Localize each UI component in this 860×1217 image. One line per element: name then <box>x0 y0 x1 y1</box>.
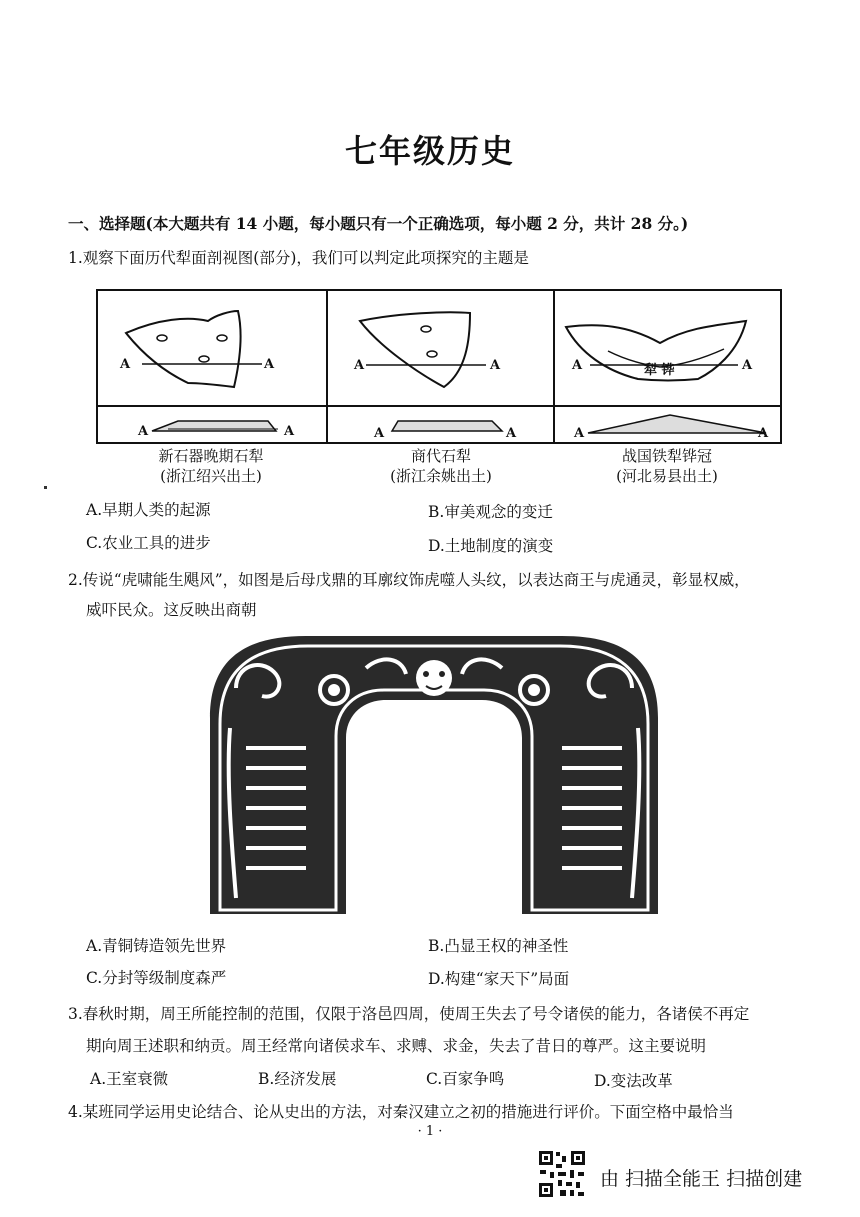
q2-option-c: C.分封等级制度森严 <box>86 969 227 987</box>
question-1-stem: 1.观察下面历代犁面剖视图(部分)，我们可以判定此项探究的主题是 <box>68 249 529 267</box>
question-2-stem-line2: 威吓民众。这反映出商朝 <box>86 601 257 619</box>
scanner-watermark <box>538 1150 848 1200</box>
section-label-a: A <box>264 357 275 372</box>
question-2-stem-line1: 2.传说“虎啸能生飓风”，如图是后母戊鼎的耳廓纹饰虎噬人头纹，以表达商王与虎通灵，彰显权威， <box>68 571 750 589</box>
q2-option-b: B.凸显王权的神圣性 <box>428 937 569 955</box>
tiger-ornament-image <box>206 628 662 918</box>
scan-speck <box>44 486 47 489</box>
q1-option-a: A.早期人类的起源 <box>86 501 211 519</box>
q3-option-a: A.王室衰微 <box>90 1070 169 1088</box>
question-4-stem-line1: 4.某班同学运用史论结合、论从史出的方法，对秦汉建立之初的措施进行评价。下面空格中最恰当 <box>68 1103 734 1121</box>
section-label-a: A <box>742 358 753 373</box>
q1-option-d: D.土地制度的演变 <box>428 537 554 555</box>
section-label-a: A <box>120 357 131 372</box>
caption-warring-states: 战国铁犁铧冠 (河北易县出土) <box>616 447 718 485</box>
caption-neolithic: 新石器晚期石犁 (浙江绍兴出土) <box>158 447 264 485</box>
section-label-a: A <box>354 358 365 373</box>
page-title: 七年级历史 <box>344 132 515 170</box>
section-label-a: A <box>758 426 769 441</box>
page-number: · 1 · <box>417 1124 443 1139</box>
section-label-a: A <box>138 424 149 439</box>
question-3-stem-line2: 期向周王述职和纳贡。周王经常向诸侯求车、求赙、求金，失去了昔日的尊严。这主要说明 <box>86 1037 707 1055</box>
q3-option-c: C.百家争鸣 <box>426 1070 505 1088</box>
q2-option-d: D.构建“家天下”局面 <box>428 970 570 988</box>
q3-option-b: B.经济发展 <box>258 1070 337 1088</box>
section-label-a: A <box>506 426 517 441</box>
q2-option-a: A.青铜铸造领先世界 <box>86 937 227 955</box>
scanner-caption: 由 扫描全能王 扫描创建 <box>600 1168 803 1190</box>
caption-shang: 商代石犁 (浙江余姚出土) <box>390 447 492 485</box>
section-label-a: A <box>490 358 501 373</box>
q3-option-d: D.变法改革 <box>594 1072 673 1090</box>
section-heading: 一、选择题(本大题共有 14 小题，每小题只有一个正确选项，每小题 2 分，共计 28 分。) <box>68 214 689 233</box>
qr-code-icon <box>538 1150 586 1198</box>
plough-figure-frame <box>96 289 782 444</box>
section-label-a: A <box>574 426 585 441</box>
question-3-stem-line1: 3.春秋时期，周王所能控制的范围，仅限于洛邑四周，使周王失去了号令诸侯的能力，各诸侯不再定 <box>68 1005 750 1023</box>
q1-option-b: B.审美观念的变迁 <box>428 503 553 521</box>
section-label-a: A <box>374 426 385 441</box>
section-label-a: A <box>284 424 295 439</box>
section-label-a: A <box>572 358 583 373</box>
plough-part-label: 犁 铧 <box>644 363 675 378</box>
q1-option-c: C.农业工具的进步 <box>86 534 211 552</box>
plough-diagrams <box>98 291 780 442</box>
